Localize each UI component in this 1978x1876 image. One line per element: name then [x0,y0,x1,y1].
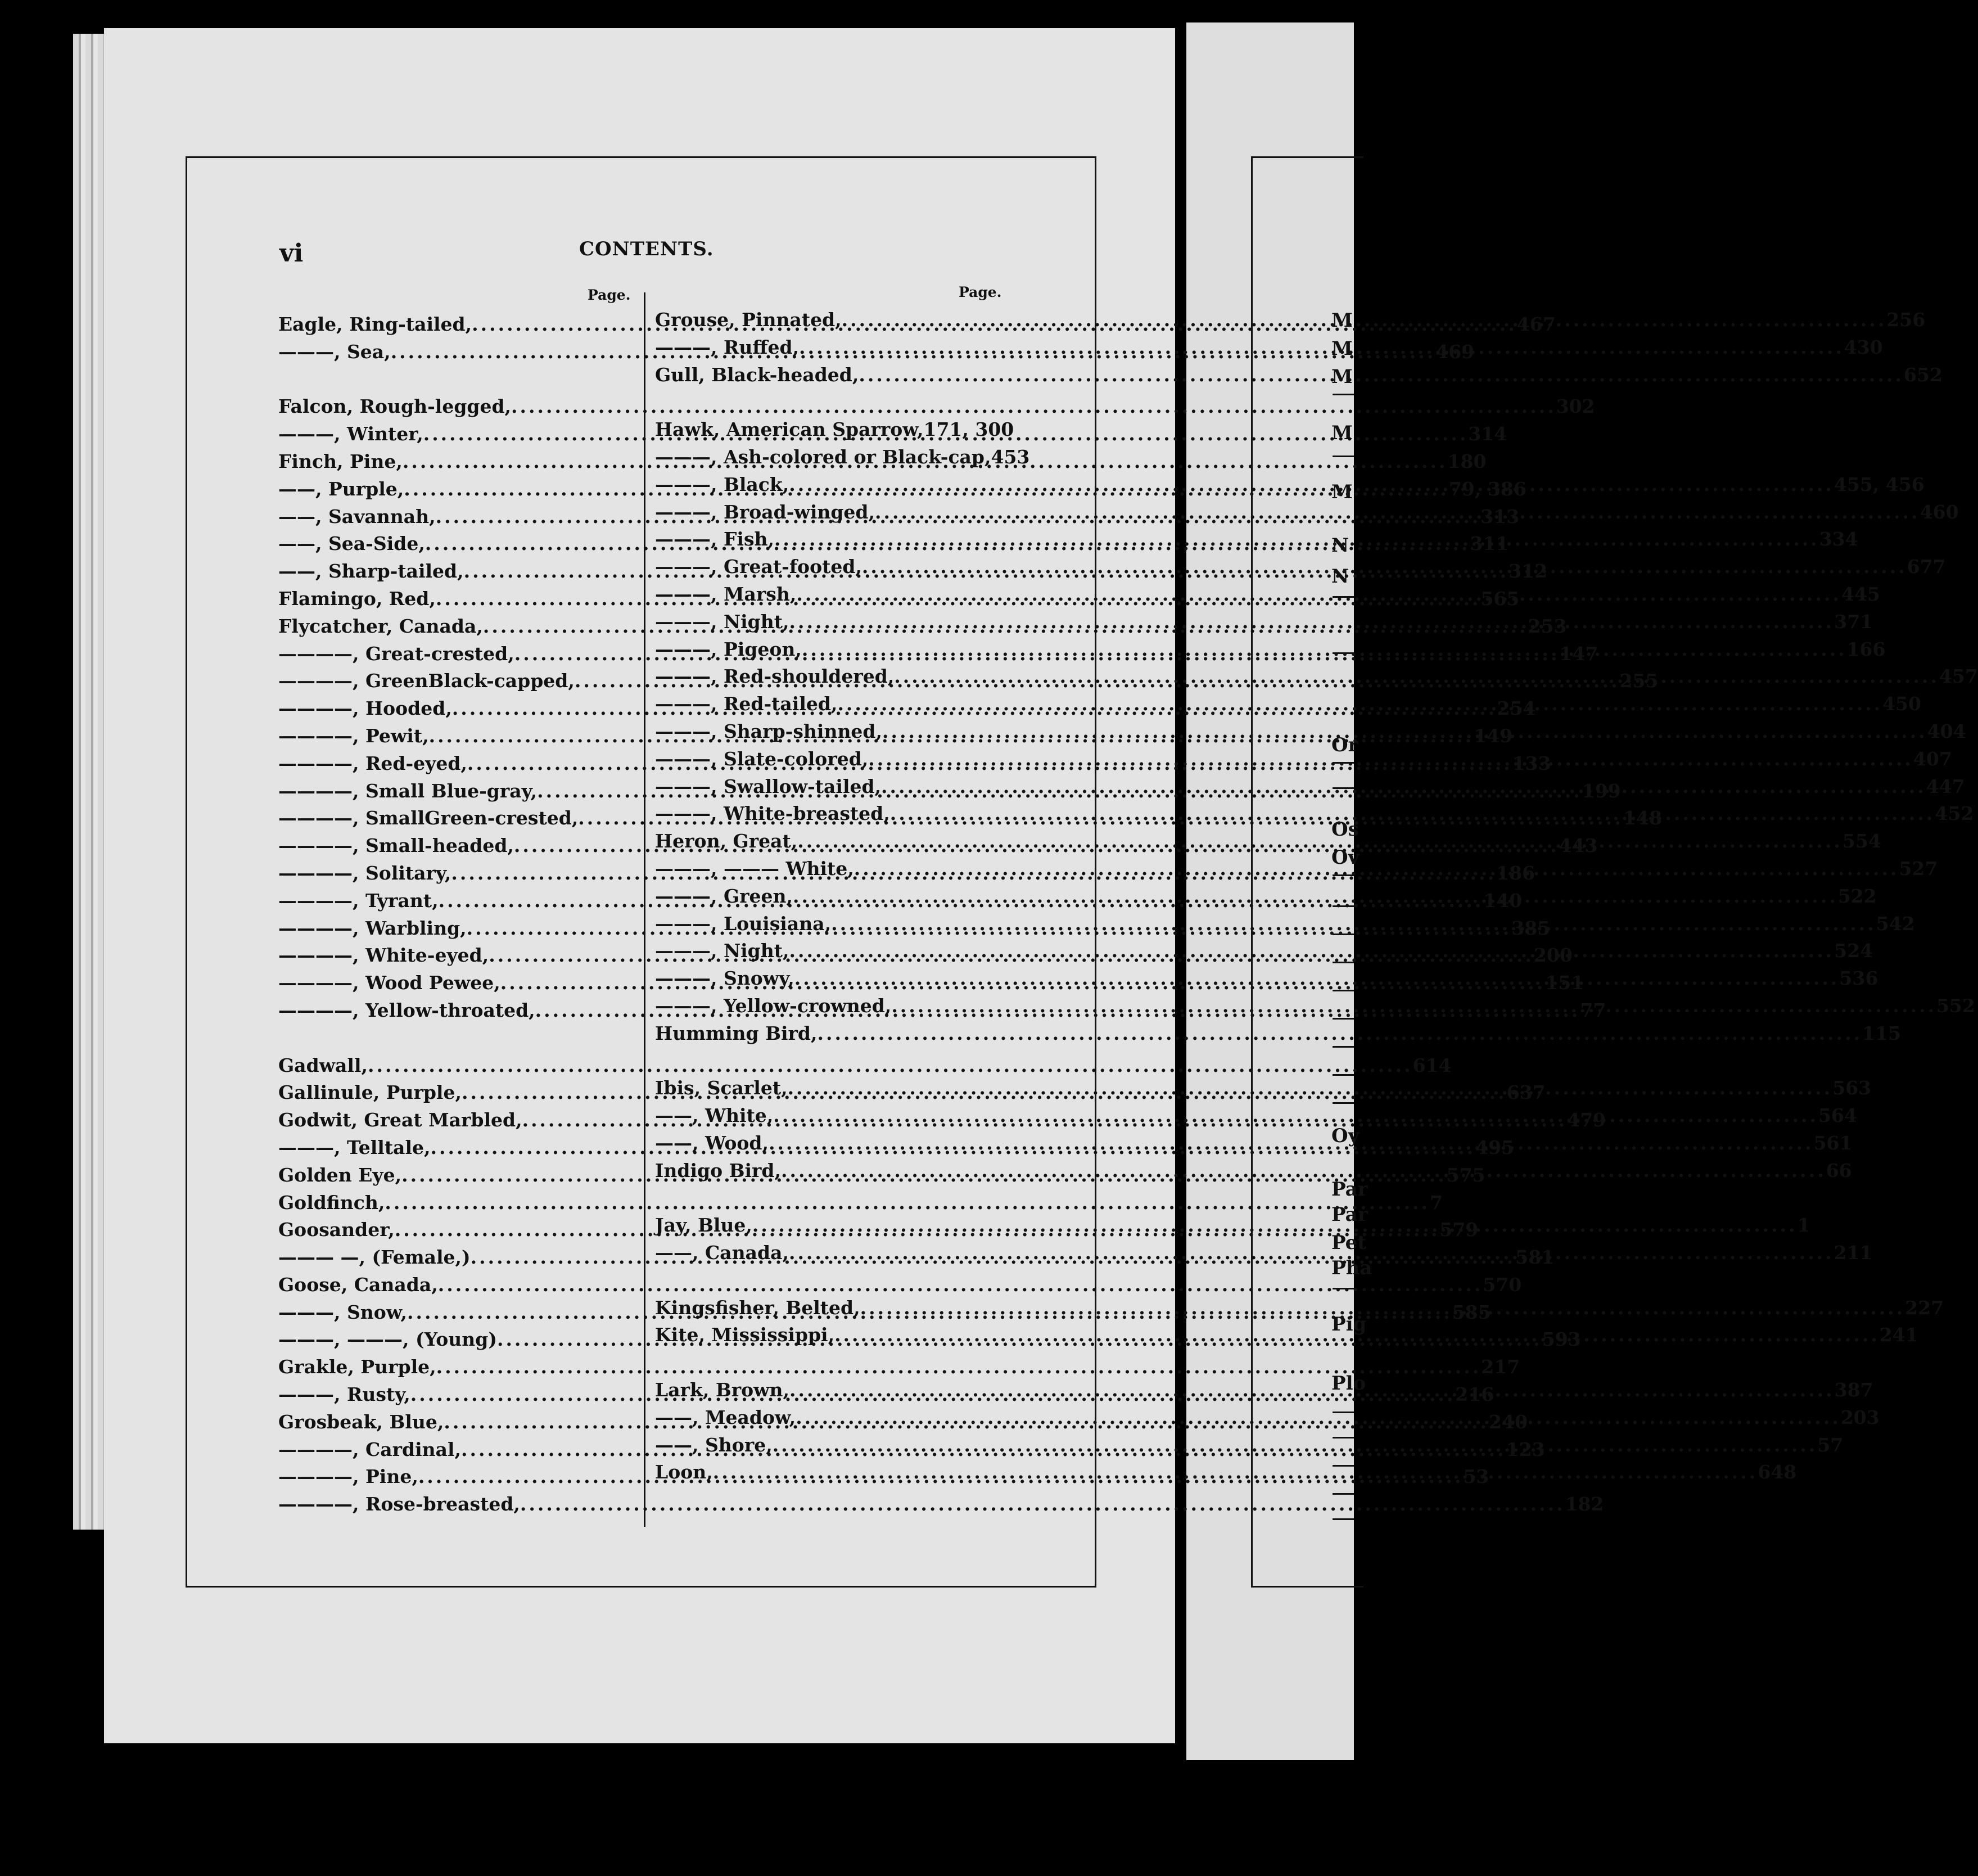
entry-page: 314 [1468,423,1507,445]
entry-label: ————, Small Blue-gray, [278,779,538,802]
entry-page: 581 [1515,1246,1555,1269]
entry-page: 79, 386 [1448,477,1527,500]
entry-label: ———, Rusty, [278,1383,410,1406]
entry-page: 570 [1483,1273,1522,1296]
entry-label: ———, Broad-winged, [655,500,875,523]
entry-label: Gallinule, Purple, [278,1081,462,1104]
entry-label: ————, GreenBlack-capped, [278,670,575,692]
entry-page: 57 [1817,1433,1844,1456]
facing-page-text: M [1331,422,1353,444]
dot-leader [789,1377,1835,1404]
facing-page-text: Pet [1331,1232,1366,1254]
facing-page-dash [1333,905,1354,907]
entry-page: 554 [1842,830,1881,853]
facing-page-text: M [1331,309,1353,332]
facing-page-text: Os [1331,818,1359,841]
facing-page-dash [1333,874,1354,876]
entry-label: Goosander, [278,1219,395,1241]
entry-page: 53 [1463,1465,1489,1488]
entry-label: Ibis, Scarlet, [655,1077,788,1099]
entry-page: 115 [1862,1022,1902,1044]
entry-page: 522 [1837,885,1877,907]
entry-label: Flamingo, Red, [278,587,436,610]
contents-entry [655,1020,1902,1048]
entry-page: 254 [1497,697,1536,720]
dot-leader [854,855,1899,883]
dot-leader [769,1130,1814,1157]
entry-label: ————, Wood Pewee, [278,972,500,994]
entry-page: 334 [1819,528,1858,551]
entry-label: ———, ——— White, [655,857,854,880]
facing-page-text: M [1331,366,1353,388]
contents-entry [655,362,1943,389]
facing-page-dash [1333,1046,1354,1048]
dot-leader [802,636,1847,664]
entry-page: 77 [1580,999,1606,1021]
entry-page: 302 [1556,395,1595,418]
entry-label: ——, Canada, [655,1242,789,1264]
dot-leader [789,608,1834,636]
facing-page-dash [1333,1465,1354,1467]
entry-page: 166 [1846,638,1886,660]
facing-page-dash [1333,652,1354,654]
facing-page-text: Par [1331,1203,1368,1226]
facing-page-dash [1333,1102,1354,1104]
entry-page: 552 [1936,994,1975,1017]
contents-entry [655,1185,1006,1212]
entry-page: 313 [1480,505,1520,527]
contents-entry [655,389,1006,416]
entry-label: ———, Slate-colored, [655,747,869,770]
dot-leader [842,306,1887,334]
entry-label: ——, Meadow, [655,1406,796,1428]
entry-label: ———, Ash-colored or Black-cap, [655,445,991,468]
entry-label: ———, Night, [655,610,789,633]
entry-page: 216 [1455,1383,1494,1406]
entry-page: 561 [1813,1131,1853,1154]
facing-page-text: Par [1331,1178,1368,1201]
contents-entry [655,1048,1006,1075]
dot-leader [797,828,1842,855]
entry-page: 140 [1483,889,1523,912]
entry-page: 255 [1619,670,1659,692]
entry-label: ———, Louisiana, [655,912,832,935]
entry-label: ——, Wood, [655,1131,769,1154]
entry-label: ——, Sharp-tailed, [278,560,464,583]
entry-page: 648 [1758,1461,1797,1483]
entry-page: 203 [1840,1406,1880,1428]
dot-leader [860,1295,1905,1322]
dot-leader [774,526,1819,553]
facing-page-dash [1333,1411,1354,1413]
entry-label: ————, Solitary, [278,862,451,884]
facing-page-dash [1333,456,1354,457]
facing-page-dash [1333,962,1354,963]
entry-label: ————, Rose-breasted, [278,1493,520,1516]
entry-label: ———, Winter, [278,423,423,445]
entry-page: 542 [1876,912,1915,935]
entry-label: ———, Sharp-shinned, [655,720,882,742]
facing-page-dash [1333,1018,1354,1020]
entry-label: Kite, Mississippi, [655,1324,835,1346]
facing-page-dash [1333,1288,1354,1289]
dot-leader [837,691,1882,718]
entry-label: ———, Yellow-crowned, [655,994,892,1017]
facing-page-text: Plo [1331,1372,1366,1395]
entry-page: 430 [1844,336,1883,358]
page-title: CONTENTS. [579,238,714,260]
entry-page: 460 [1920,500,1959,523]
dot-leader [894,663,1939,691]
entry-label: ———, Snow, [278,1301,408,1323]
entry-label: Humming Bird, [655,1022,818,1044]
facing-page-dash [1333,1518,1354,1520]
entry-label: ——, White, [655,1104,774,1127]
entry-page: 579 [1439,1219,1479,1241]
entry-label: Heron, Great, [655,830,798,853]
entry-page: 565 [1480,587,1520,610]
entry-page: 7 [1430,1191,1443,1214]
dot-leader [713,1459,1758,1486]
dot-leader [781,1157,1826,1185]
dot-leader [789,1239,1834,1267]
contents-entry [278,366,630,394]
entry-page: 404 [1927,720,1966,742]
entry-page: 149 [1474,724,1513,747]
contents-entry [278,1491,1604,1518]
facing-page-text: Pha [1331,1257,1372,1279]
entry-page: 637 [1506,1081,1546,1104]
entry-page: 443 [1559,835,1598,857]
dot-leader [868,746,1913,773]
entry-label: Flycatcher, Canada, [278,615,483,637]
dot-leader [789,937,1834,965]
dot-leader [890,800,1935,828]
entry-label: Jay, Blue, [655,1214,752,1237]
entry-label: ———, Green, [655,885,793,907]
contents-entry [655,444,1030,471]
entry-label: Grakle, Purple, [278,1356,436,1378]
dot-leader [752,1212,1798,1239]
entry-page: 123 [1506,1438,1545,1460]
facing-page-text: N [1331,534,1349,557]
dot-leader [796,1404,1841,1432]
entry-page: 445 [1841,583,1880,605]
entry-page: 453 [991,445,1030,468]
entry-label: Indigo Bird, [655,1159,781,1181]
entry-page: 241 [1879,1324,1918,1346]
dot-leader [875,499,1920,526]
entry-label: ———, Ruffed, [655,336,800,358]
entry-page: 256 [1886,309,1926,331]
entry-page: 312 [1509,560,1548,583]
entry-label: ————, Pewit, [278,724,429,747]
dot-leader [773,1102,1818,1130]
entry-label: ————, Yellow-throated, [278,999,535,1021]
entry-label: ————, Pine, [278,1465,418,1488]
entry-page: 457 [1939,665,1978,688]
dot-leader [799,334,1844,362]
facing-page-dash [1333,934,1354,935]
dot-leader [788,1075,1833,1102]
facing-page-dash [1333,787,1354,789]
facing-page-text: N [1331,565,1349,588]
entry-page: 575 [1446,1164,1485,1186]
contents-entry [278,1052,1452,1080]
entry-label: Grosbeak, Blue, [278,1410,444,1433]
entry-page: 66 [1826,1159,1852,1181]
dot-leader [891,993,1936,1020]
entry-label: Finch, Pine, [278,450,403,472]
entry-page: 217 [1481,1356,1520,1378]
contents-entry [278,1271,1522,1299]
entry-label: Gull, Black-headed, [655,363,859,386]
entry-label: ————, SmallGreen-crested, [278,807,579,829]
entry-label: Kingsfisher, Belted, [655,1296,860,1319]
dot-leader [793,883,1838,910]
page-column-label-left: Page. [588,287,631,303]
contents-entry [278,1025,630,1052]
entry-page: 253 [1528,615,1567,637]
facing-page-dash [1333,1437,1354,1438]
entry-page: 171, 300 [923,418,1014,441]
entry-page: 1 [1797,1214,1810,1237]
entry-page: 148 [1623,807,1662,829]
entry-page: 147 [1559,642,1598,665]
entry-page: 182 [1565,1493,1604,1516]
entry-label: ————, White-eyed, [278,944,489,967]
entry-label: Goose, Canada, [278,1273,438,1296]
entry-label: ———, Marsh, [655,583,797,605]
entry-page: 452 [1935,802,1974,825]
facing-page-text: Pig [1331,1313,1367,1336]
entry-page: 479 [1567,1109,1606,1131]
page-number: vi [279,239,304,268]
entry-page: 133 [1512,752,1551,774]
dot-leader [773,1432,1818,1459]
entry-label: Grouse, Pinnated, [655,309,842,331]
entry-page: 527 [1899,857,1938,880]
contents-entry [278,393,1595,421]
entry-label: Hawk, American Sparrow, [655,418,924,441]
entry-label: ———, Fish, [655,528,775,551]
entry-label: ————, Hooded, [278,697,452,720]
entry-label: ———, Great-footed, [655,556,862,578]
entry-label: ————, Small-headed, [278,835,514,857]
entry-page: 227 [1905,1296,1944,1319]
entry-page: 385 [1511,917,1551,939]
entry-label: ———, ———, (Young) [278,1328,497,1351]
entry-page: 407 [1913,747,1952,770]
entry-label: ———, Night, [655,940,789,962]
entry-page: 467 [1516,313,1556,335]
facing-page-dash [1333,1493,1354,1495]
entry-label: Loon, [655,1461,713,1483]
facing-page-text: Oy [1331,1125,1360,1147]
entry-page: 180 [1447,450,1487,472]
entry-page: 387 [1834,1379,1873,1401]
entry-label: Godwit, Great Marbled, [278,1109,522,1131]
entry-label: Eagle, Ring-tailed, [278,313,472,335]
entry-page: 563 [1832,1077,1872,1099]
entry-label: ———, Sea, [278,340,391,363]
facing-page-dash [1333,762,1354,764]
contents-entry [655,1349,1006,1377]
facing-page-text: M [1331,337,1353,360]
facing-page-text: Or [1331,734,1358,756]
contents-entry [278,1354,1520,1381]
dot-leader [859,362,1904,389]
entry-label: ——, Shore, [655,1433,773,1456]
entry-page: 585 [1452,1301,1491,1323]
entry-label: ——, Sea-Side, [278,533,425,555]
entry-label: Lark, Brown, [655,1379,789,1401]
dot-leader [520,1491,1565,1518]
entry-label: Goldfinch, [278,1191,385,1214]
entry-label: Golden Eye, [278,1164,402,1186]
entry-page: 211 [1834,1242,1873,1264]
dot-leader [796,581,1841,608]
entry-label: ———, Telltale, [278,1136,431,1158]
entry-label: ———, Red-shouldered, [655,665,895,688]
facing-page-dash [1333,1074,1354,1076]
entry-page: 455, 456 [1834,473,1925,495]
dot-leader [882,718,1927,746]
facing-page-text: Ov [1331,846,1360,869]
entry-label: ——, Purple, [278,477,404,500]
entry-label: ———, Pigeon, [655,638,802,660]
entry-label: ——— —, (Female,) [278,1246,471,1269]
entry-page: 677 [1907,556,1946,578]
entry-page: 200 [1533,944,1573,967]
entry-page: 524 [1834,940,1873,962]
entry-page: 564 [1818,1104,1857,1127]
entry-page: 371 [1834,610,1873,633]
entry-label: Gadwall, [278,1054,368,1076]
facing-page-dash [1333,990,1354,991]
entry-label: ———, Red-tailed, [655,693,838,715]
dot-leader [794,965,1840,993]
entry-label: ————, Cardinal, [278,1438,462,1460]
facing-page-text: M [1331,481,1353,503]
entry-page: 614 [1412,1054,1452,1076]
entry-label: ————, Red-eyed, [278,752,467,774]
entry-page: 199 [1582,779,1621,802]
entry-page: 469 [1435,340,1475,363]
entry-page: 495 [1475,1136,1515,1158]
entry-label: ———, Swallow-tailed, [655,775,882,797]
entry-page: 536 [1839,967,1878,990]
dot-leader [862,553,1907,581]
entry-page: 450 [1882,693,1921,715]
entry-page: 447 [1926,775,1965,797]
entry-page: 593 [1542,1328,1581,1351]
entry-label: ———, White-breasted, [655,802,890,825]
entry-label: ————, Warbling, [278,917,467,939]
contents-entry [655,416,1014,444]
entry-label: ————, Great-crested, [278,642,514,665]
contents-entry [655,1267,1006,1295]
entry-page: 151 [1545,972,1584,994]
entry-label: Falcon, Rough-legged, [278,395,512,418]
entry-page: 240 [1489,1410,1528,1433]
entry-label: ———, Black, [655,473,789,495]
dot-leader [881,773,1926,801]
entry-page: 186 [1496,862,1535,884]
dot-leader [817,1020,1862,1048]
facing-page-dash [1333,596,1354,598]
entry-label: ————, Tyrant, [278,889,439,912]
dot-leader [789,471,1834,499]
entry-label: ——, Savannah, [278,505,436,527]
facing-page-dash [1333,394,1354,395]
page-column-label-right: Page. [959,284,1002,300]
entry-page: 311 [1470,533,1509,555]
entry-label: ———, Snowy, [655,967,794,990]
entry-page: 652 [1904,363,1943,386]
